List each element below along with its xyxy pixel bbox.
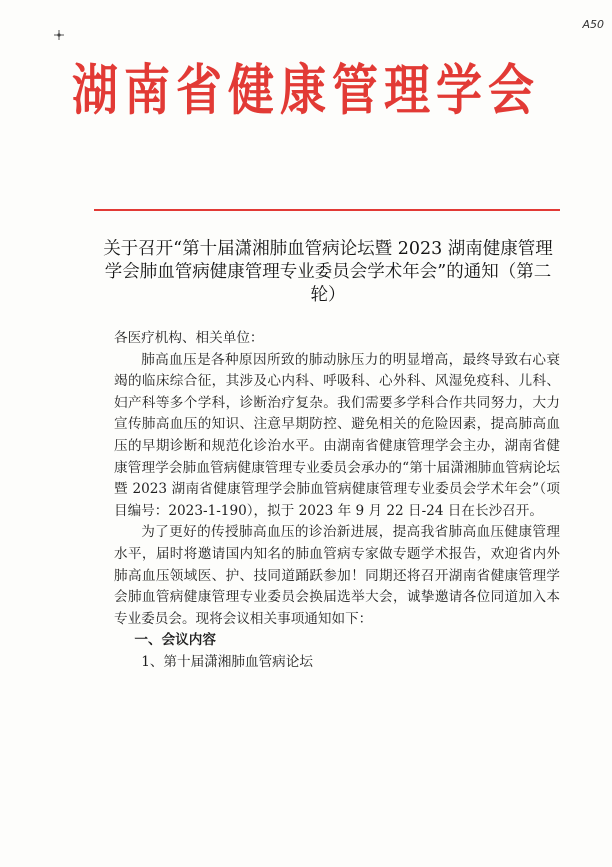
body-paragraph-2: 为了更好的传授肺高血压的诊治新进展，提高我省肺高血压健康管理水平，届时将邀请国内知名的肺血管病专家做专题学术报告，欢迎省内外肺高血压领域医、护、技同道踊跃参加！同期还将召开湖南省健康管理学会肺血管病健康管理专业委员会换届选举大会，诚挚邀请各位同道加入本专业委员会。现将会议相关事项通知如下： <box>114 524 560 627</box>
notice-title: 关于召开“第十届潇湘肺血管病论坛暨 2023 湖南健康管理学会肺血管病健康管理专业委员会学术年会”的通知（第二轮） <box>103 239 553 305</box>
body-paragraph-1: 肺高血压是各种原因所致的肺动脉压力的明显增高，最终导致右心衰竭的临床综合征，其涉及心内科、呼吸科、心外科、风湿免疫科、儿科、妇产科等多个学科，诊断治疗复杂。我们需要多学科合作共同努力，大力宣传肺高血压的知识、注意早期防控、避免相关的危险因素，提高肺高血压的早期诊断和规范化诊治水平。由湖南省健康管理学会主办，湖南省健康管理学会肺血管病健康管理专业委员会承办的“第十届潇湘肺血管病论坛暨 2023 湖南省健康管理学会肺血管病健康管理专业委员会学术年会”（项目编号：2023-1-190），拟于 2023 年 9 月 22 日-24 日在长沙召开。 <box>114 351 560 519</box>
list-item: 1、第十届潇湘肺血管病论坛 <box>141 653 313 670</box>
organization-masthead: 湖南省健康管理学会 <box>72 58 540 122</box>
handwritten-corner-note: A50 <box>582 18 604 31</box>
staple-mark-icon <box>52 28 66 42</box>
red-divider-rule <box>94 209 560 211</box>
salutation-line: 各医疗机构、相关单位： <box>114 330 264 346</box>
notice-body <box>114 328 560 674</box>
section-heading: 一、会议内容 <box>134 632 216 649</box>
